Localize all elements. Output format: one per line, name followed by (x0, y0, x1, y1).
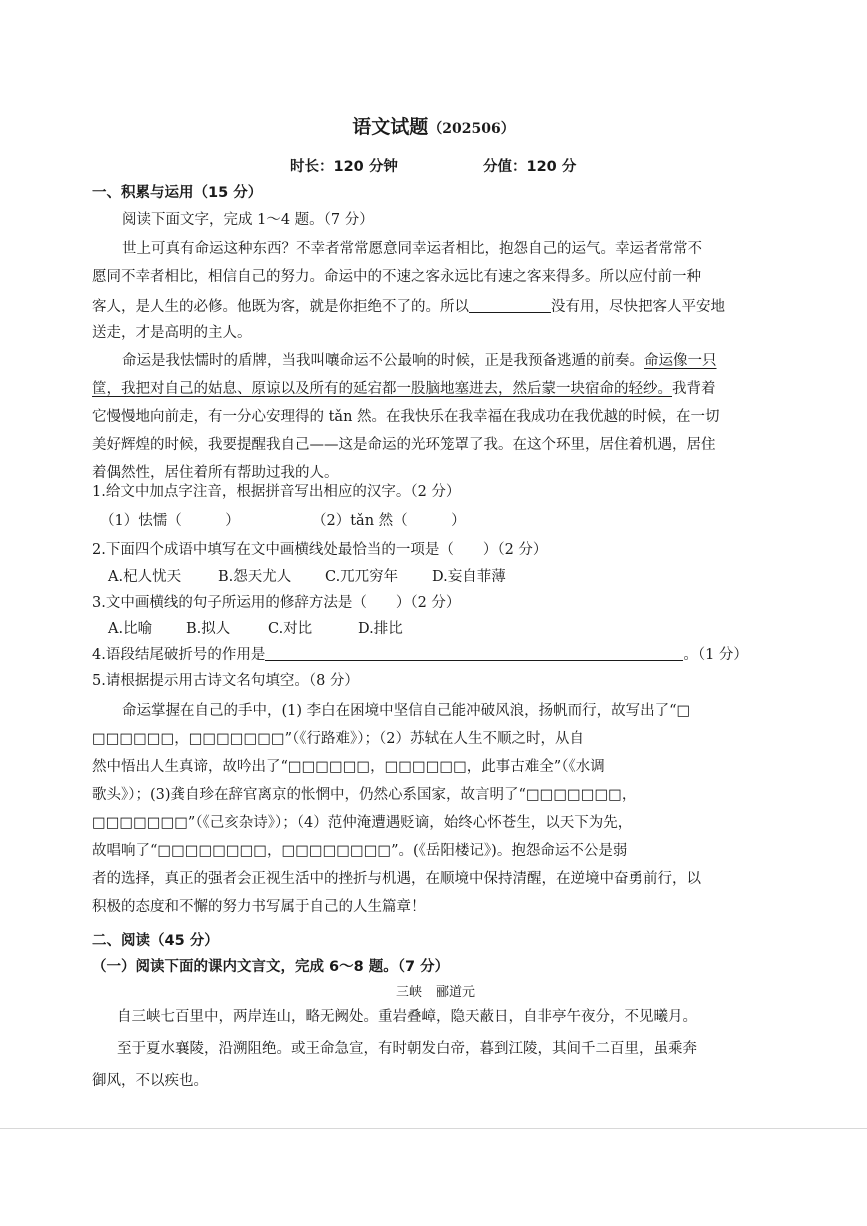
score: 分值：120 分 (483, 159, 577, 175)
classical-text-line: 自三峡七百里中，两岸连山，略无阙处。重岩叠嶂，隐天蔽日，自非亭午夜分，不见曦月。 (117, 1009, 697, 1025)
page-edge-divider (0, 1128, 867, 1129)
title-code: （202506） (428, 121, 515, 137)
question-4 (92, 646, 748, 663)
passage-line: 美好辉煌的时候，我要提醒我自己——这是命运的光环笼罩了我。在这个环里，居住着机遇，居住 (92, 437, 716, 453)
question-4-text: 4.语段结尾破折号的作用是 (92, 647, 266, 663)
passage-line (92, 382, 716, 397)
section-2-heading: 二、阅读（45 分） (92, 933, 219, 949)
question-3: 3.文中画横线的句子所运用的修辞方法是（ ）（2 分） (92, 595, 461, 611)
passage-text: 没有用，尽快把客人平安地 (551, 299, 725, 315)
question-5-line: □□□□□□，□□□□□□□”（《行路难》）；（2）苏轼在人生不顺之时，从自 (92, 731, 584, 747)
question-5: 5.请根据提示用古诗文名句填空。（8 分） (92, 673, 359, 689)
question-2-option: B.怨天尤人 (218, 569, 292, 585)
passage-line (92, 298, 725, 315)
passage-heading (396, 986, 475, 999)
question-5-line: 者的选择，真正的强者会正视生活中的挫折与机遇，在顺境中保持清醒，在逆境中奋勇前行，以 (92, 871, 701, 887)
question-4-score: 。（1 分） (683, 647, 748, 663)
passage-title: 三峡 (396, 985, 423, 1000)
question-1: 1.给文中加点字注音，根据拼音写出相应的汉字。（2 分） (92, 484, 461, 500)
question-5-line: 故唱响了“□□□□□□□□，□□□□□□□□”。(《岳阳楼记》)。抱怨命运不公是弱 (92, 843, 628, 859)
question-3-option: D.排比 (358, 621, 403, 637)
question-1-option: （2）tǎn 然（ ） (312, 513, 466, 529)
fill-blank (469, 298, 551, 313)
passage-line: 它慢慢地向前走，有一分心安理得的 tǎn 然。在我快乐在我幸福在我成功在我优越的时候，在一切 (92, 409, 720, 425)
exam-title (0, 118, 867, 137)
question-5-line: 歌头》）；(3)龚自珍在辞官离京的怅惘中，仍然心系国家，故言明了“□□□□□□□， (92, 787, 637, 803)
passage-text: 命运是我怯懦时的盾牌，当我叫嚷命运不公最响的时候，正是我预备逃遁的前奏。 (122, 353, 644, 369)
question-5-line: □□□□□□□”（《己亥杂诗》）；（4）范仲淹遭遇贬谪，始终心怀苍生，以天下为先， (92, 815, 633, 831)
passage-author: 郦道元 (436, 985, 476, 1000)
question-5-line: 积极的态度和不懈的努力书写属于自己的人生篇章！ (92, 899, 426, 915)
classical-text-line: 至于夏水襄陵，沿溯阻绝。或王命急宣，有时朝发白帝，暮到江陵，其间千二百里，虽乘奔 (117, 1041, 697, 1057)
question-1-option: （1）怯懦（ ） (100, 513, 240, 529)
passage-line: 送走，才是高明的主人。 (92, 325, 252, 341)
passage-text: 客人，是人生的必修。他既为客，就是你拒绝不了的。所以 (92, 299, 469, 315)
classical-text-line: 御风，不以疾也。 (92, 1073, 208, 1089)
title-main: 语文试题 (352, 116, 429, 138)
answer-line (265, 646, 683, 661)
passage-text: 我背着 (672, 381, 716, 397)
question-3-option: B.拟人 (186, 621, 231, 637)
question-2-option: D.妄自菲薄 (432, 569, 506, 585)
question-2: 2.下面四个成语中填写在文中画横线处最恰当的一项是（ ）（2 分） (92, 542, 548, 558)
duration: 时长：120 分钟 (290, 159, 398, 175)
reading-intro: 阅读下面文字，完成 1～4 题。（7 分） (122, 212, 374, 228)
question-3-option: A.比喻 (108, 621, 153, 637)
passage-line: 世上可真有命运这种东西？不幸者常常愿意同幸运者相比，抱怨自己的运气。幸运者常常不 (122, 241, 702, 257)
passage-line: 愿同不幸者相比，相信自己的努力。命运中的不速之客永远比有速之客来得多。所以应付前一种 (92, 269, 701, 285)
section-1-heading: 一、积累与运用（15 分） (92, 185, 263, 201)
underlined-sentence: 筐，我把对自己的姑息、原谅以及所有的延宕都一股脑地塞进去，然后蒙一块宿命的轻纱。 (92, 381, 672, 397)
subsection-1-heading: （一）阅读下面的课内文言文，完成 6～8 题。（7 分） (92, 959, 450, 975)
underlined-sentence: 命运像一只 (644, 353, 717, 369)
question-5-line: 然中悟出人生真谛，故吟出了“□□□□□□，□□□□□□，此事古难全”（《水调 (92, 759, 605, 775)
question-5-line: 命运掌握在自己的手中，(1) 李白在困境中坚信自己能冲破风浪，扬帆而行，故写出了“□ (122, 703, 691, 719)
question-2-option: C.兀兀穷年 (325, 569, 399, 585)
question-3-option: C.对比 (268, 621, 313, 637)
passage-line: 着偶然性，居住着所有帮助过我的人。 (92, 465, 339, 481)
question-2-option: A.杞人忧天 (108, 569, 182, 585)
passage-line (122, 354, 717, 369)
